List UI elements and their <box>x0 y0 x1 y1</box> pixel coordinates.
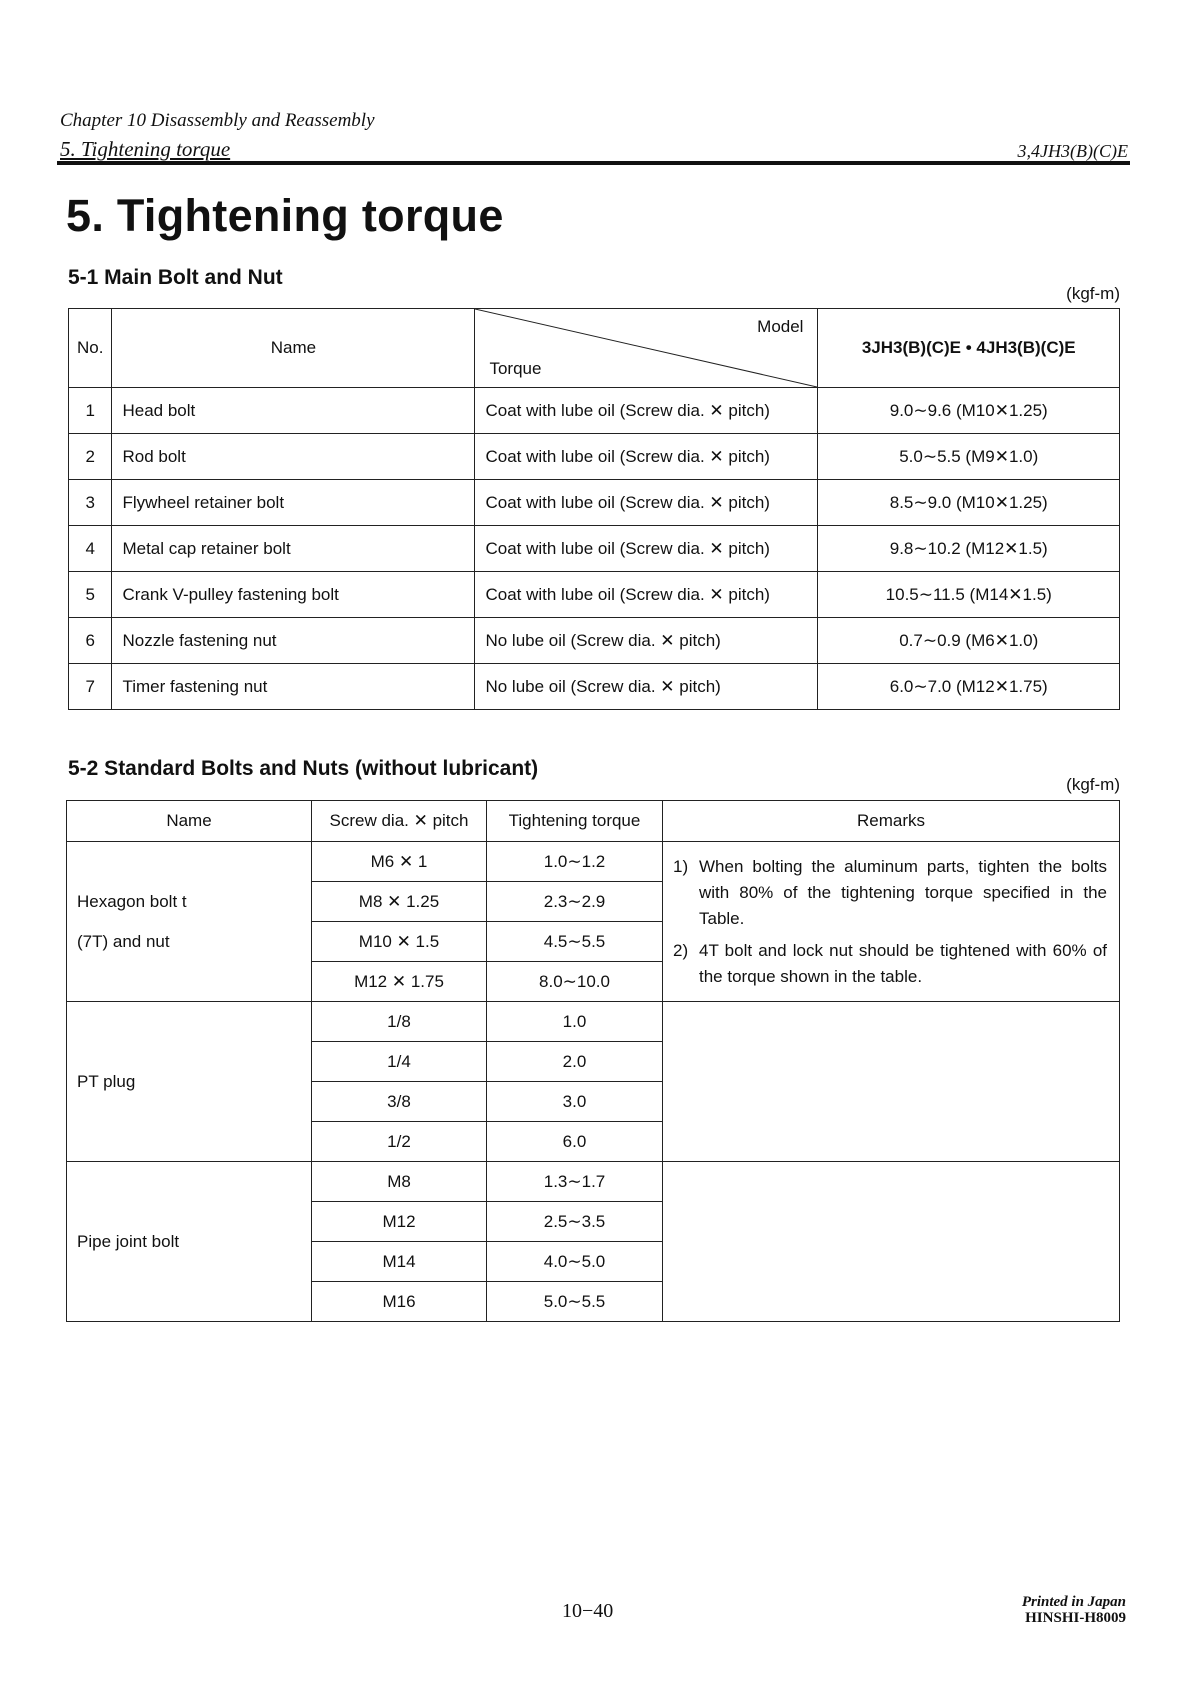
row-no: 1 <box>69 388 112 434</box>
table-row <box>69 618 1120 664</box>
screw-size: 3/8 <box>312 1082 487 1122</box>
section-5-2-unit: (kgf-m) <box>1066 775 1120 794</box>
table-row <box>69 664 1120 710</box>
chapter-header: Chapter 10 Disassembly and Reassembly <box>60 110 375 131</box>
page-title: 5. Tightening torque <box>66 190 504 241</box>
row-no: 2 <box>69 434 112 480</box>
section-5-1-heading: 5-1 Main Bolt and Nut <box>68 266 283 289</box>
row-no: 6 <box>69 618 112 664</box>
group-name-line: Hexagon bolt t <box>77 891 187 911</box>
row-name: Head bolt <box>112 388 475 434</box>
screw-size: 1/2 <box>312 1122 487 1162</box>
group-name-pipe-joint-bolt: Pipe joint bolt <box>67 1162 312 1322</box>
standard-bolts-table <box>66 800 1120 1322</box>
remark-text: 4T bolt and lock nut should be tightened with 60% of the torque shown in the table. <box>699 941 1107 986</box>
group-name-pt-plug: PT plug <box>67 1002 312 1162</box>
table-row <box>67 1002 1120 1042</box>
screw-size: M12 ✕ 1.75 <box>312 962 487 1002</box>
screw-size: 1/8 <box>312 1002 487 1042</box>
remark-number: 2) <box>673 941 689 960</box>
main-bolt-table <box>68 308 1120 710</box>
screw-size: M16 <box>312 1282 487 1322</box>
table-row <box>69 434 1120 480</box>
torque-value: 1.3∼1.7 <box>487 1162 663 1202</box>
col-remarks-header: Remarks <box>663 801 1120 842</box>
row-no: 7 <box>69 664 112 710</box>
remark-item <box>673 854 1107 932</box>
col-name-header: Name <box>112 309 475 388</box>
row-condition: Coat with lube oil (Screw dia. ✕ pitch) <box>475 572 818 618</box>
header-rule <box>57 161 1130 165</box>
screw-size: M6 ✕ 1 <box>312 842 487 882</box>
row-no: 3 <box>69 480 112 526</box>
group-name-hexagon-bolt <box>67 842 312 1002</box>
row-condition: Coat with lube oil (Screw dia. ✕ pitch) <box>475 480 818 526</box>
row-condition: No lube oil (Screw dia. ✕ pitch) <box>475 618 818 664</box>
group-name-line: (7T) and nut <box>77 931 170 951</box>
row-name: Metal cap retainer bolt <box>112 526 475 572</box>
diag-model-label: Model <box>757 317 804 336</box>
screw-size: M8 ✕ 1.25 <box>312 882 487 922</box>
document-code: HINSHI-H8009 <box>1025 1610 1126 1626</box>
section-5-2-heading: 5-2 Standard Bolts and Nuts (without lubricant) <box>68 757 539 780</box>
remarks-empty <box>663 1002 1120 1162</box>
table-row <box>67 1162 1120 1202</box>
row-name: Timer fastening nut <box>112 664 475 710</box>
col-no-header: No. <box>69 309 112 388</box>
table-row <box>69 526 1120 572</box>
print-info <box>1022 1594 1126 1626</box>
row-name: Rod bolt <box>112 434 475 480</box>
table-row <box>69 480 1120 526</box>
remark-item <box>673 938 1107 990</box>
remarks-empty <box>663 1162 1120 1322</box>
row-torque-value: 6.0∼7.0 (M12✕1.75) <box>818 664 1120 710</box>
torque-value: 8.0∼10.0 <box>487 962 663 1002</box>
remarks-cell <box>663 842 1120 1002</box>
remark-number: 1) <box>673 857 689 876</box>
row-torque-value: 5.0∼5.5 (M9✕1.0) <box>818 434 1120 480</box>
row-name: Nozzle fastening nut <box>112 618 475 664</box>
table-row <box>69 388 1120 434</box>
model-header: 3,4JH3(B)(C)E <box>1017 141 1128 161</box>
screw-size: 1/4 <box>312 1042 487 1082</box>
row-torque-value: 9.0∼9.6 (M10✕1.25) <box>818 388 1120 434</box>
col-name-header: Name <box>67 801 312 842</box>
row-torque-value: 9.8∼10.2 (M12✕1.5) <box>818 526 1120 572</box>
torque-value: 5.0∼5.5 <box>487 1282 663 1322</box>
row-condition: Coat with lube oil (Screw dia. ✕ pitch) <box>475 526 818 572</box>
torque-value: 2.5∼3.5 <box>487 1202 663 1242</box>
row-no: 5 <box>69 572 112 618</box>
table-header-row <box>69 309 1120 388</box>
row-name: Crank V-pulley fastening bolt <box>112 572 475 618</box>
row-name: Flywheel retainer bolt <box>112 480 475 526</box>
row-condition: Coat with lube oil (Screw dia. ✕ pitch) <box>475 388 818 434</box>
screw-size: M8 <box>312 1162 487 1202</box>
table-row <box>67 842 1120 882</box>
col-screw-header: Screw dia. ✕ pitch <box>312 801 487 842</box>
torque-value: 1.0∼1.2 <box>487 842 663 882</box>
col-model-header: 3JH3(B)(C)E • 4JH3(B)(C)E <box>818 309 1120 388</box>
table-row <box>69 572 1120 618</box>
screw-size: M12 <box>312 1202 487 1242</box>
diagonal-header-cell <box>475 309 818 388</box>
section-header: 5. Tightening torque <box>60 137 231 161</box>
row-torque-value: 10.5∼11.5 (M14✕1.5) <box>818 572 1120 618</box>
row-condition: Coat with lube oil (Screw dia. ✕ pitch) <box>475 434 818 480</box>
torque-value: 1.0 <box>487 1002 663 1042</box>
screw-size: M10 ✕ 1.5 <box>312 922 487 962</box>
remark-text: When bolting the aluminum parts, tighten the bolts with 80% of the tightening torque specified in the Table. <box>699 857 1107 928</box>
page-number: 10−40 <box>562 1600 614 1622</box>
table-header-row <box>67 801 1120 842</box>
section-5-1-unit: (kgf-m) <box>1066 284 1120 303</box>
torque-value: 4.0∼5.0 <box>487 1242 663 1282</box>
printed-in-japan: Printed in Japan <box>1021 1594 1126 1610</box>
torque-value: 2.3∼2.9 <box>487 882 663 922</box>
diag-torque-label: Torque <box>489 359 542 378</box>
torque-value: 4.5∼5.5 <box>487 922 663 962</box>
row-torque-value: 0.7∼0.9 (M6✕1.0) <box>818 618 1120 664</box>
row-condition: No lube oil (Screw dia. ✕ pitch) <box>475 664 818 710</box>
torque-value: 2.0 <box>487 1042 663 1082</box>
row-torque-value: 8.5∼9.0 (M10✕1.25) <box>818 480 1120 526</box>
torque-value: 6.0 <box>487 1122 663 1162</box>
torque-value: 3.0 <box>487 1082 663 1122</box>
row-no: 4 <box>69 526 112 572</box>
col-torque-header: Tightening torque <box>487 801 663 842</box>
screw-size: M14 <box>312 1242 487 1282</box>
